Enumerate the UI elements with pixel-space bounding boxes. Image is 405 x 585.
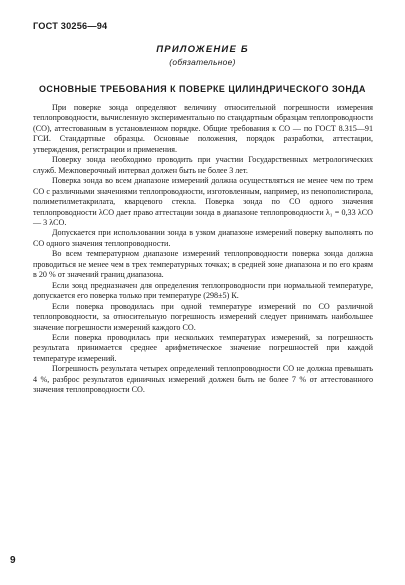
paragraph-2: Поверку зонда необходимо проводить при участии Государственных метрологических служб. Межповерочный интервал должен быть не более 3 лет. [33, 155, 373, 175]
paragraph-8: Если поверка проводилась при нескольких температурах измерений, за погрешность результата принимается среднее арифметическое значение погрешностей при каждой температуре измерений. [33, 332, 373, 363]
paragraph-5: Во всем температурном диапазоне измерений теплопроводности поверка зонда должна проводиться не менее чем в трех температурных точках; в средней зоне диапазона и по его краям в 20 % от значений границ диапазона. [33, 249, 373, 280]
paragraph-1: При поверке зонда определяют величину относительной погрешности измерения теплопроводности, вычисленную экспериментально по стандартным образцам теплопроводности (СО), аттестованным в установленном порядке. Общие требования к СО — по ГОСТ 8.315—91 ГСИ. Стандартные образцы. Основные положения, порядок разработки, аттестации, утверждения, регистрации и применения. [33, 103, 373, 154]
paragraph-7: Если поверка проводилась при одной температуре измерений по СО различной теплопроводности, за относительную погрешность измерений следует принимать наибольшее значение погрешности измерений каждого СО. [33, 301, 373, 332]
appendix-status: (обязательное) [169, 57, 236, 67]
paragraph-9: Погрешность результата четырех определений теплопроводности СО не должна превышать 4 %, разброс результатов единичных измерений должен быть не более 7 % от аттестованного значения теплопроводности СО. [33, 364, 373, 395]
section-title: ОСНОВНЫЕ ТРЕБОВАНИЯ К ПОВЕРКЕ ЦИЛИНДРИЧЕСКОГО ЗОНДА [39, 84, 366, 94]
page-number: 9 [10, 555, 16, 566]
paragraph-4: Допускается при использовании зонда в узком диапазоне измерений поверку выполнять по СО одного значения теплопроводности. [33, 228, 373, 248]
paragraph-6: Если зонд предназначен для определения теплопроводности при нормальной температуре, допускается его поверка только при температуре (298±5) К. [33, 280, 373, 301]
body-text [33, 103, 373, 396]
standard-header: ГОСТ 30256—94 [33, 21, 108, 31]
appendix-title: ПРИЛОЖЕНИЕ Б [156, 44, 249, 55]
paragraph-3: Поверка зонда во всем диапазоне измерений должна осуществляться не менее чем по трем СО с различными значениями теплопроводности, изготовленным, например, из пенополистирола, полиметилметакрилата, кварцевого стекла. Поверка зонда по СО одного значения теплопроводности λСО дает право аттестации зонда в диапазоне теплопроводности λ₁ = 0,33 λСО — 3 λСО. [33, 176, 373, 227]
